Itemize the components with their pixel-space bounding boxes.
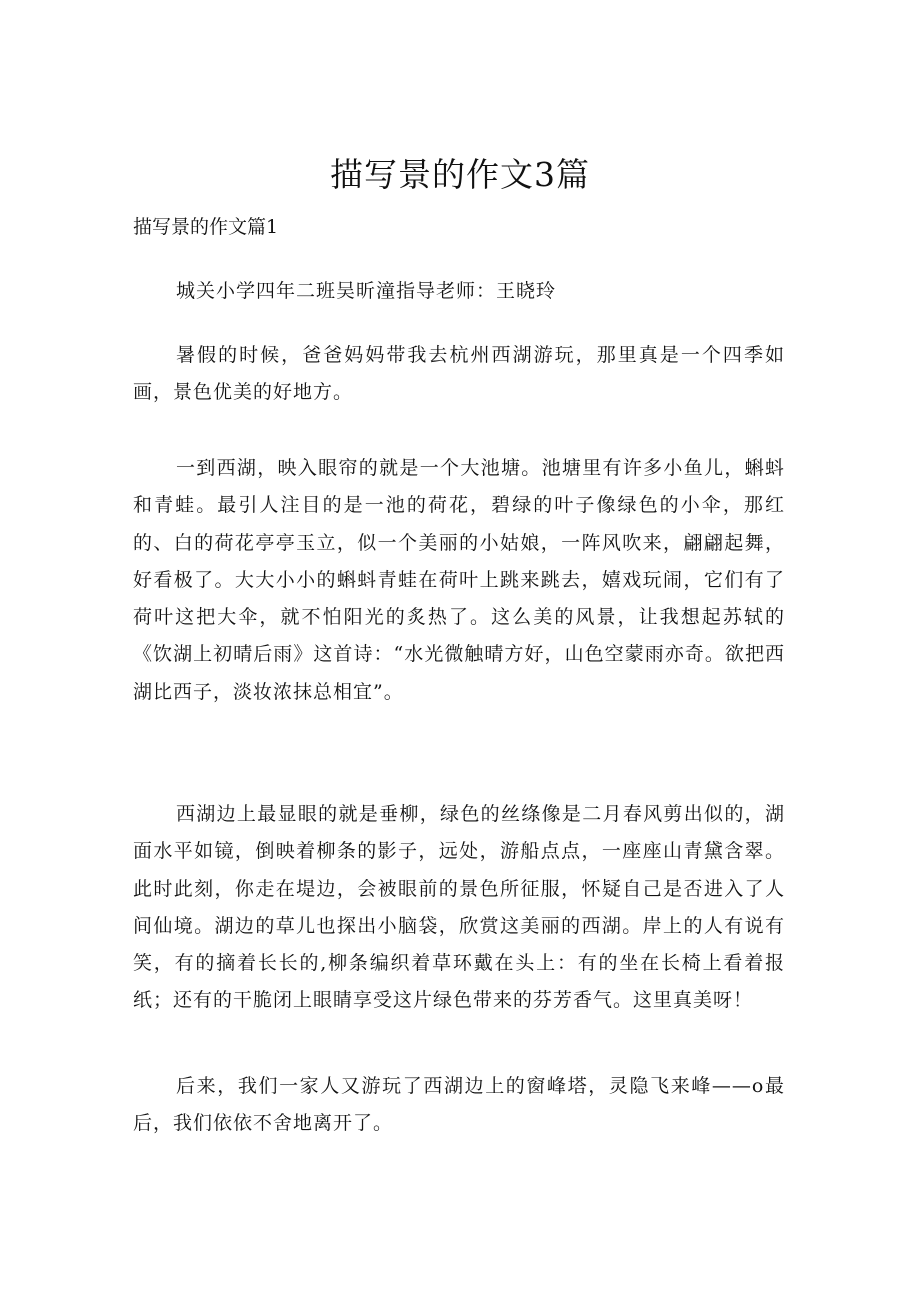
paragraph-4: 后来，我们一家人又游玩了西湖边上的窗峰塔，灵隐飞来峰——o最后，我们依依不舍地离开了。: [133, 1075, 785, 1135]
paragraph-3: 西湖边上最显眼的就是垂柳，绿色的丝绦像是二月春风剪出似的，湖面水平如镜，倒映着柳条的影子，远处，游船点点，一座座山青黛含翠。此时此刻，你走在堤边，会被眼前的景色所征服，怀疑自己是否进入了人间仙境。湖边的草儿也探出小脑袋，欣赏这美丽的西湖。岸上的人有说有笑，有的摘着长长的,柳条编织着草环戴在头上：有的坐在长椅上看着报纸；还有的干脆闭上眼睛享受这片绿色带来的芬芳香气。这里真美呀！: [133, 803, 785, 1012]
document-title: 描写景的作文3篇: [330, 155, 590, 194]
author-line: 城关小学四年二班吴昕潼指导老师：王晓玲: [176, 280, 557, 302]
paragraph-1: 暑假的时候，爸爸妈妈带我去杭州西湖游玩，那里真是一个四季如画，景色优美的好地方。: [133, 344, 785, 404]
section-heading: 描写景的作文篇1: [133, 216, 279, 238]
paragraph-2: 一到西湖，映入眼帘的就是一个大池塘。池塘里有许多小鱼儿，蝌蚪和青蛙。最引人注目的是一池的荷花，碧绿的叶子像绿色的小伞，那红的、白的荷花亭亭玉立，似一个美丽的小姑娘，一阵风吹来，翩翩起舞，好看极了。大大小小的蝌蚪青蛙在荷叶上跳来跳去，嬉戏玩闹，它们有了荷叶这把大伞，就不怕阳光的炙热了。这么美的风景，让我想起苏轼的《饮湖上初晴后雨》这首诗：“水光微触晴方好，山色空蒙雨亦奇。欲把西湖比西子，淡妆浓抹总相宜”。: [133, 457, 785, 703]
